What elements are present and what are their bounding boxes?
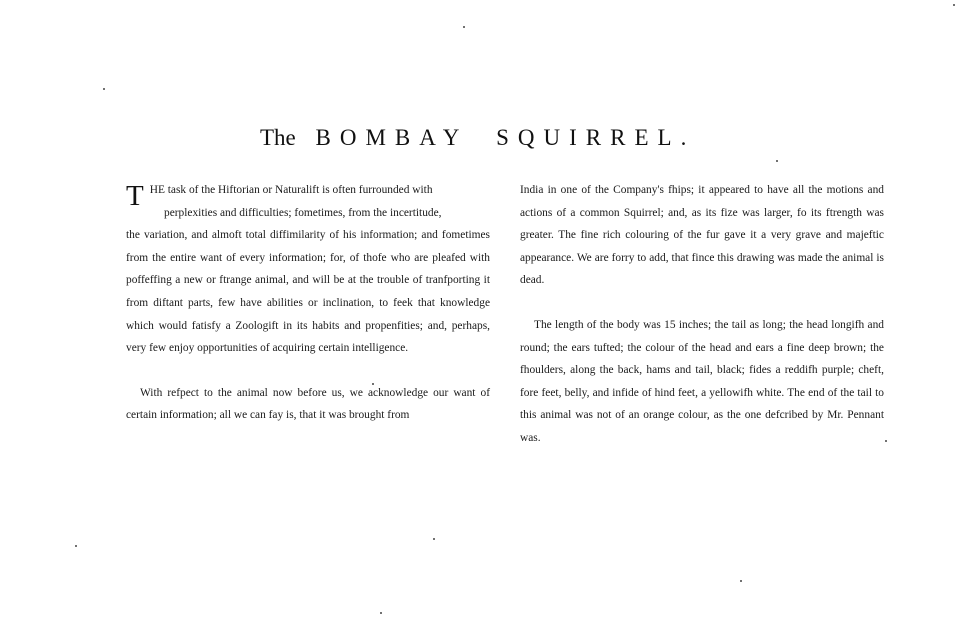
paper-speck (776, 160, 778, 162)
title-word-squirrel: SQUIRREL. (496, 125, 696, 150)
paper-speck (75, 545, 77, 547)
paper-speck (463, 26, 465, 28)
paper-speck (380, 612, 382, 614)
paper-speck (953, 4, 955, 6)
page-title (260, 124, 780, 152)
right-paragraph-2: The length of the body was 15 inches; the tail as long; the head longifh and round; the ears tufted; the colour of the head and ears a fine deep brown; the fhoulders, along the back, hams and tail, black; fides a reddifh purple; cheft, fore feet, belly, and infide of hind feet, a yellowifh white. The end of the tail to this animal was not of an orange colour, as the one defcribed by Mr. Pennant was. (520, 318, 884, 444)
left-column (126, 179, 490, 427)
paper-speck (740, 580, 742, 582)
left-paragraph-1 (126, 179, 490, 360)
left-paragraph-1-line-2: perplexities and difficulties; fometimes, from the incertitude, (164, 206, 442, 219)
paper-speck (433, 538, 435, 540)
left-paragraph-1-rest: the variation, and almoft total diffimilarity of his information; and fometimes from the entire want of every information; for, of thofe who are pleafed with poffeffing a new or ftrange animal, and will be at the trouble of tranfporting it from diftant parts, few have abilities or inclination, to feek that knowledge which would fatisfy a Zoologift in its habits and propenfities; and, perhaps, very few enjoy opportunities of acquiring certain intelligence. (126, 229, 490, 355)
right-paragraph-1: India in one of the Company's fhips; it appeared to have all the motions and actions of a common Squirrel; and, as its fize was larger, fo its ftrength was greater. The fine rich colouring of the fur gave it a very grave and majeftic appearance. We are forry to add, that fince this drawing was made the animal is dead. (520, 184, 884, 287)
paper-speck (103, 88, 105, 90)
left-paragraph-2: With refpect to the animal now before us, we acknowledge our want of certain information; all we can fay is, that it was brought from (126, 386, 490, 422)
left-paragraph-1-line-1: HE task of the Hiftorian or Naturalift is often furrounded with (149, 184, 433, 196)
title-word-bombay: BOMBAY (315, 125, 469, 150)
title-article: The (260, 125, 296, 150)
paper-speck (885, 440, 887, 442)
drop-cap: T (126, 180, 144, 212)
right-column (520, 179, 884, 450)
paper-speck (372, 383, 374, 385)
